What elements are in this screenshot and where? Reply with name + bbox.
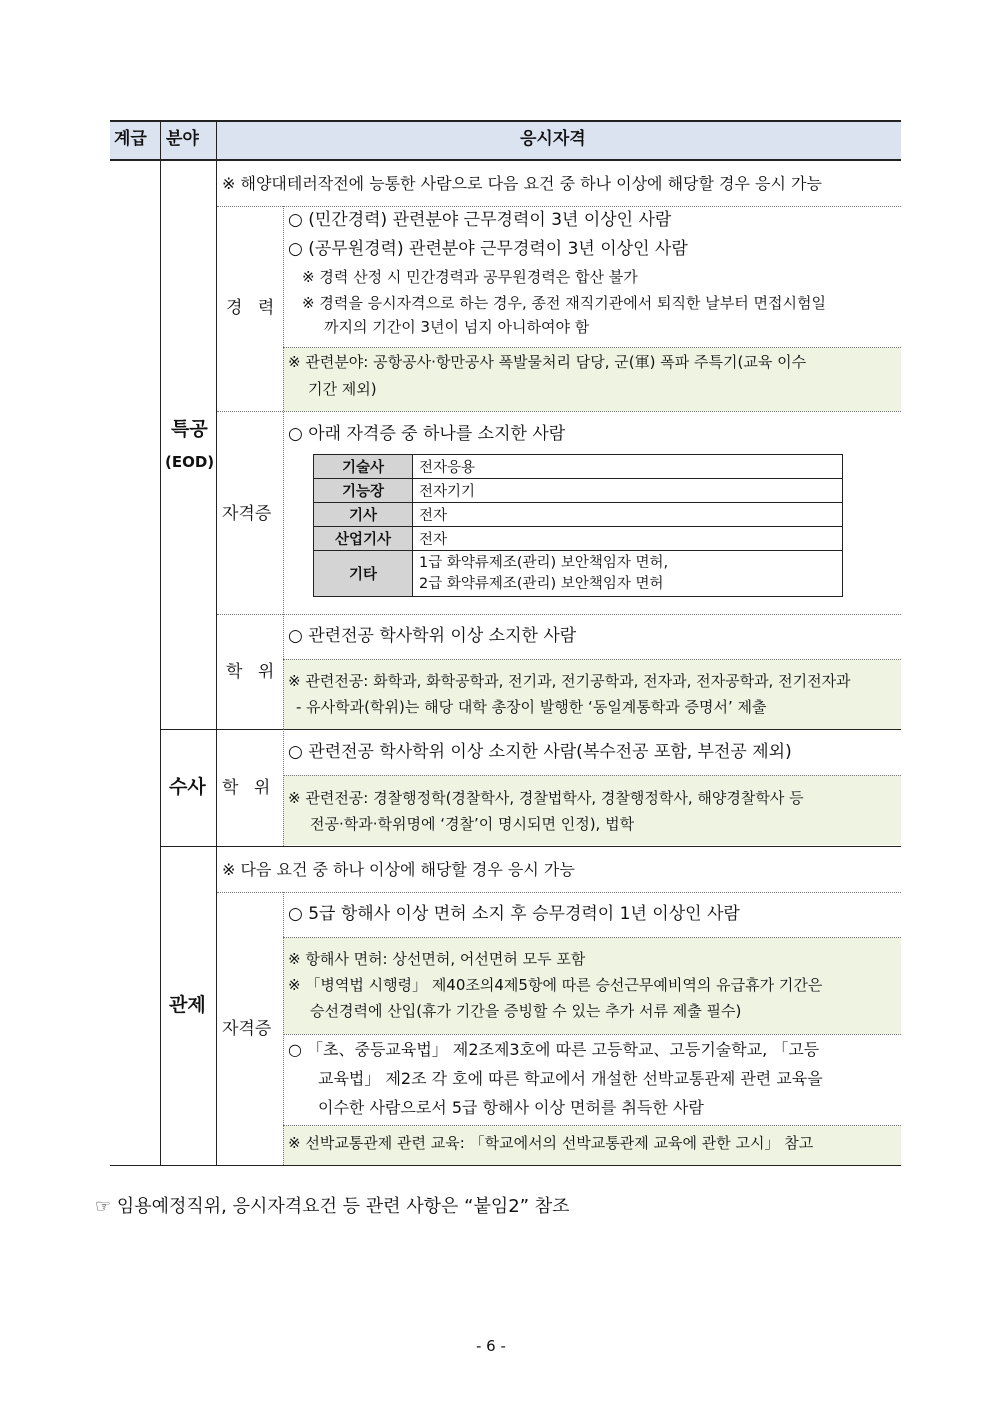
license-kind: 기능장 xyxy=(314,479,413,503)
table-row xyxy=(314,479,843,503)
control-line1: ○ 5급 항해사 이상 면허 소지 후 승무경력이 1년 이상인 사람 xyxy=(288,904,740,924)
license-value: 전자 xyxy=(413,503,843,527)
eod-license-line: ○ 아래 자격증 중 하나를 소지한 사람 xyxy=(288,424,566,444)
eod-career-label: 경 력 xyxy=(226,298,275,318)
control-label: 자격증 xyxy=(222,1019,272,1039)
control-line2: 교육법」 제2조 각 호에 따른 학교에서 개설한 선박교통관제 관련 교육을 xyxy=(318,1069,823,1088)
eod-degree-line: ○ 관련전공 학사학위 이상 소지한 사람 xyxy=(288,626,577,646)
divider xyxy=(160,120,161,1166)
divider xyxy=(283,937,901,938)
divider xyxy=(283,206,284,729)
control-line2: 이수한 사람으로서 5급 항해사 이상 면허를 취득한 사람 xyxy=(318,1098,704,1117)
license-kind: 산업기사 xyxy=(314,527,413,551)
divider xyxy=(283,729,284,846)
header-qualification: 응시자격 xyxy=(520,129,586,149)
divider xyxy=(217,614,901,615)
divider xyxy=(217,206,901,207)
eod-field-name: 특공 xyxy=(171,418,208,440)
license-value: 전자응용 xyxy=(413,455,843,479)
control-note1: 승선경력에 산입(휴가 기간을 증빙할 수 있는 추가 서류 제출 필수) xyxy=(310,1002,742,1020)
control-field-name: 관제 xyxy=(169,994,206,1016)
license-value: 전자기기 xyxy=(413,479,843,503)
eod-degree-note-bg xyxy=(283,659,901,729)
page-number: - 6 - xyxy=(476,1337,506,1355)
license-table xyxy=(313,454,843,597)
investigation-line: ○ 관련전공 학사학위 이상 소지한 사람(복수전공 포함, 부전공 제외) xyxy=(288,742,792,762)
control-line2: ○ 「초、중등교육법」 제2조제3호에 따른 고등학교、고등기술학교, 「고등 xyxy=(288,1040,820,1059)
eod-degree-label: 학 위 xyxy=(226,662,275,682)
eod-intro: ※ 해양대테러작전에 능통한 사람으로 다음 요건 중 하나 이상에 해당할 경우 응시 가능 xyxy=(222,174,822,193)
divider xyxy=(217,411,901,412)
investigation-label: 학 위 xyxy=(222,778,271,798)
eod-career-note: 기간 제외) xyxy=(308,380,377,398)
table-row xyxy=(314,527,843,551)
license-value-line: 2급 화약류제조(관리) 보안책임자 면허 xyxy=(419,575,664,592)
eod-degree-note: ※ 관련전공: 화학과, 화학공학과, 전기과, 전기공학과, 전자과, 전자공학과, 전기전자과 xyxy=(288,672,851,690)
license-kind: 기타 xyxy=(314,551,413,597)
table-top-border xyxy=(110,120,901,122)
eod-degree-note: - 유사학과(학위)는 해당 대학 총장이 발행한 ‘동일계통학과 증명서’ 제출 xyxy=(296,698,767,716)
divider xyxy=(283,1125,901,1126)
eod-career-note: ※ 관련분야: 공항공사·항만공사 폭발물처리 담당, 군(軍) 폭파 주특기(교육 이수 xyxy=(288,353,807,371)
divider xyxy=(217,892,901,893)
control-note2: ※ 선박교통관제 관련 교육: 「학교에서의 선박교통관제 교육에 관한 고시」 참고 xyxy=(288,1134,814,1152)
license-value: 전자 xyxy=(413,527,843,551)
eod-field-sub: (EOD) xyxy=(165,453,215,471)
divider xyxy=(283,659,901,660)
divider xyxy=(283,775,901,776)
header-grade: 계급 xyxy=(114,129,147,149)
eod-license-label: 자격증 xyxy=(222,504,272,524)
header-row xyxy=(110,121,901,160)
investigation-note: ※ 관련전공: 경찰행정학(경찰학사, 경찰법학사, 경찰행정학사, 해양경찰학사 등 xyxy=(288,789,804,807)
header-bottom-border xyxy=(110,159,901,161)
divider xyxy=(160,729,901,730)
table-row xyxy=(314,551,843,597)
control-note1: ※ 「병역법 시행령」 제40조의4제5항에 따른 승선근무예비역의 유급휴가 기간은 xyxy=(288,976,823,994)
divider xyxy=(216,120,217,1166)
divider xyxy=(283,1034,901,1035)
eod-career-line: ○ (공무원경력) 관련분야 근무경력이 3년 이상인 사람 xyxy=(288,239,688,259)
table-bottom-border xyxy=(110,1165,901,1166)
control-note1: ※ 항해사 면허: 상선면허, 어선면허 모두 포함 xyxy=(288,950,586,968)
divider xyxy=(283,347,901,348)
eod-career-line: ※ 경력을 응시자격으로 하는 경우, 종전 재직기관에서 퇴직한 날부터 면접시험일 xyxy=(302,294,826,312)
license-value xyxy=(413,551,843,597)
table-row xyxy=(314,503,843,527)
control-intro: ※ 다음 요건 중 하나 이상에 해당할 경우 응시 가능 xyxy=(222,860,575,879)
license-value-line: 1급 화약류제조(관리) 보안책임자 면허, xyxy=(419,554,669,571)
table-row xyxy=(314,455,843,479)
eod-career-line: ※ 경력 산정 시 민간경력과 공무원경력은 합산 불가 xyxy=(302,268,638,286)
header-field: 분야 xyxy=(166,129,199,149)
divider xyxy=(160,846,901,847)
eod-career-line: 까지의 기간이 3년이 넘지 아니하여야 함 xyxy=(324,318,590,336)
license-kind: 기사 xyxy=(314,503,413,527)
eod-career-line: ○ (민간경력) 관련분야 근무경력이 3년 이상인 사람 xyxy=(288,210,672,230)
investigation-note-bg xyxy=(283,775,901,845)
license-kind: 기술사 xyxy=(314,455,413,479)
investigation-note: 전공·학과·학위명에 ‘경찰’이 명시되면 인정), 법학 xyxy=(310,815,635,833)
investigation-field-name: 수사 xyxy=(169,776,206,798)
divider xyxy=(283,892,284,1165)
footer-note: ☞ 임용예정직위, 응시자격요건 등 관련 사항은 “붙임2” 참조 xyxy=(95,1196,570,1217)
